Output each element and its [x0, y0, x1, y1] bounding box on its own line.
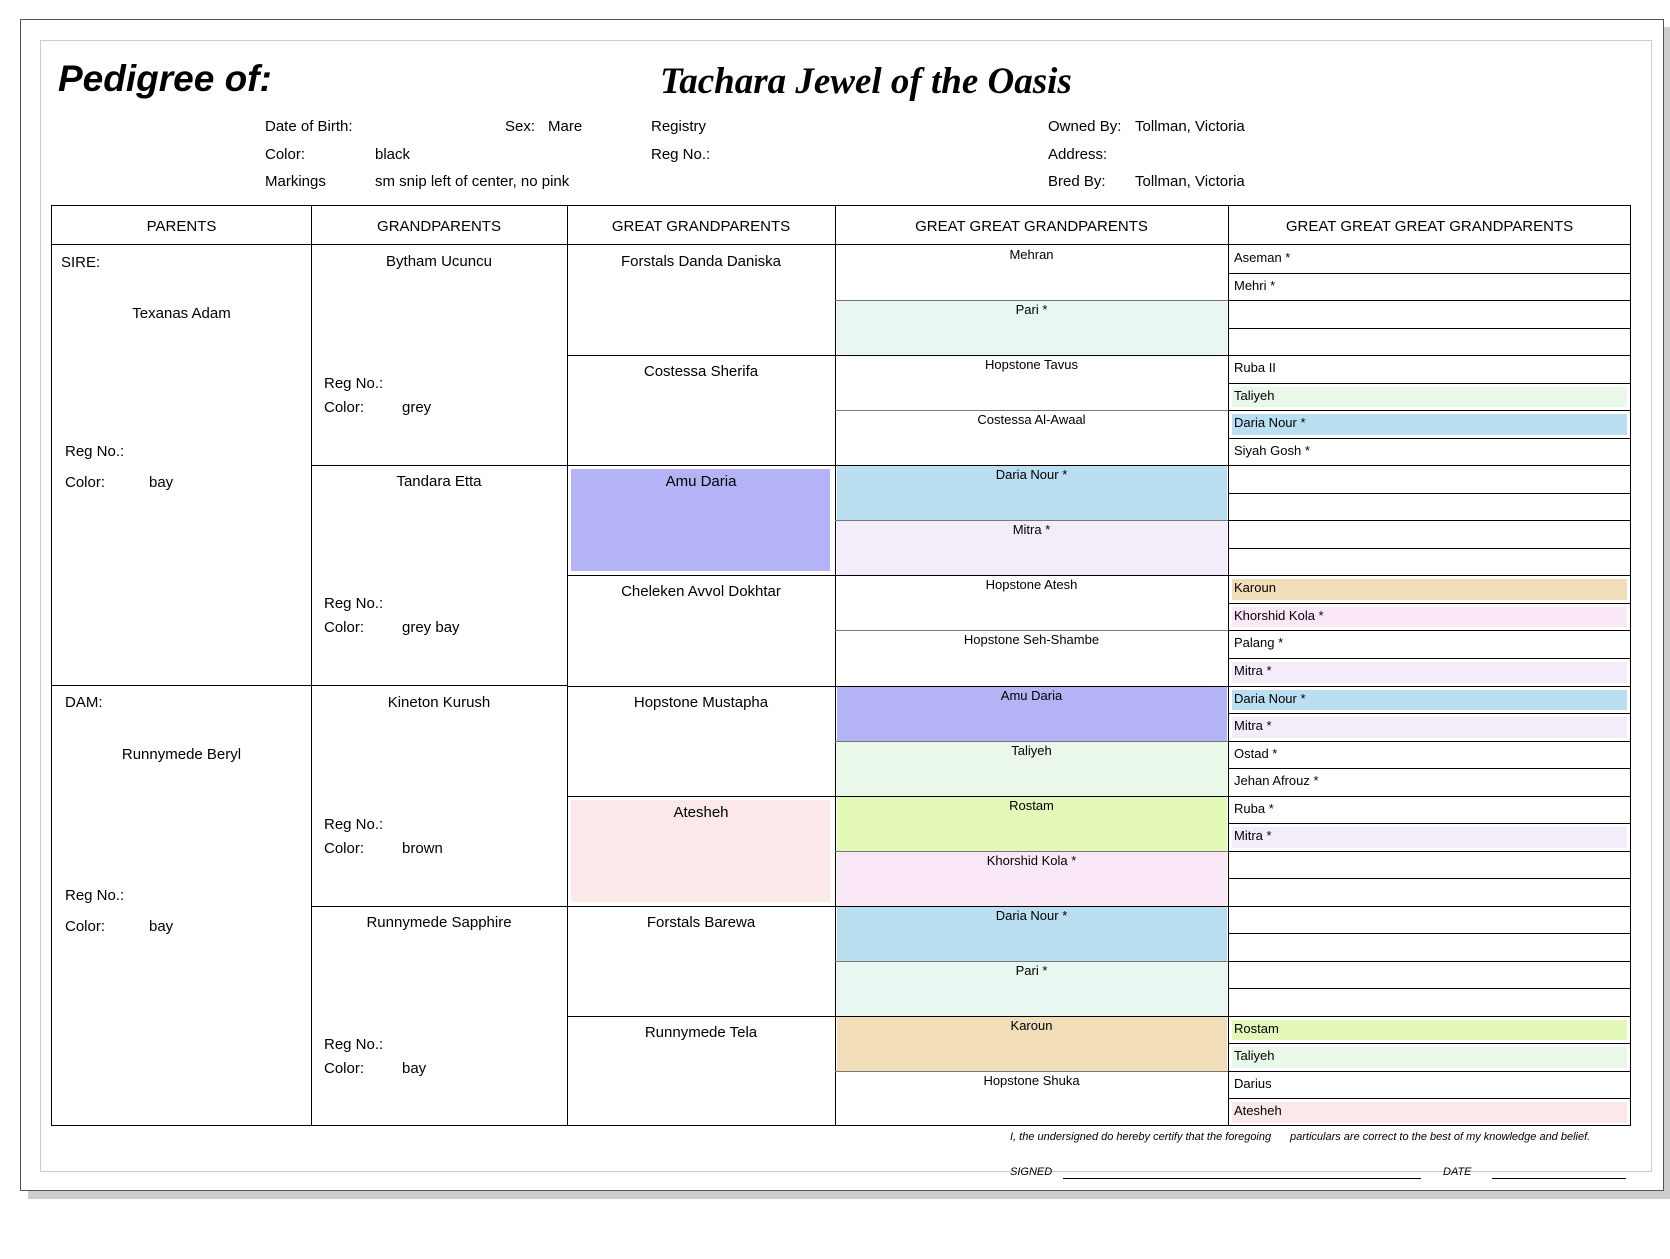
- grandparent-name: Runnymede Sapphire: [366, 913, 512, 931]
- grandparent-color-value: bay: [402, 1059, 427, 1077]
- gg-grandparent-name: Hopstone Atesh: [985, 577, 1078, 593]
- ggg-grandparent-name: Atesheh: [1234, 1103, 1282, 1119]
- row-divider: [835, 1071, 1228, 1072]
- row-divider: [1228, 520, 1631, 521]
- row-divider: [1228, 410, 1631, 411]
- row-divider: [311, 906, 567, 907]
- color-highlight: [1232, 1102, 1627, 1123]
- ggg-grandparent-name: Rostam: [1234, 1020, 1279, 1036]
- grandparent-name: Kineton Kurush: [387, 693, 491, 711]
- row-divider: [1228, 851, 1631, 852]
- grandparent-reg-label: Reg No.:: [324, 815, 384, 833]
- owned-by-value: Tollman, Victoria: [1135, 118, 1245, 135]
- column-header-ggg-grandparents: GREAT GREAT GREAT GRANDPARENTS: [1285, 218, 1574, 235]
- header-row-divider: [52, 244, 1630, 245]
- great-grandparent-name: Amu Daria: [665, 473, 737, 491]
- row-divider: [835, 741, 1228, 742]
- row-divider: [567, 1016, 835, 1017]
- row-divider: [1228, 438, 1631, 439]
- grandparent-reg-label: Reg No.:: [324, 1035, 384, 1053]
- ggg-grandparent-name: Daria Nour *: [1234, 415, 1306, 431]
- gg-grandparent-name: Pari *: [1015, 302, 1048, 318]
- row-divider: [1228, 575, 1631, 576]
- ggg-grandparent-name: Taliyeh: [1234, 1048, 1275, 1064]
- great-grandparent-name: Forstals Danda Daniska: [620, 253, 782, 270]
- markings-label: Markings: [265, 173, 326, 190]
- row-divider: [1228, 768, 1631, 769]
- row-divider: [1228, 713, 1631, 714]
- sire-color-label: Color:: [65, 474, 106, 491]
- gg-grandparent-name: Amu Daria: [1000, 687, 1063, 703]
- dam-reg-label: Reg No.:: [65, 887, 125, 904]
- dam-color-value: bay: [149, 918, 174, 935]
- date-label: DATE: [1443, 1166, 1472, 1178]
- markings-value: sm snip left of center, no pink: [375, 173, 570, 190]
- row-divider: [1228, 273, 1631, 274]
- row-divider: [835, 851, 1228, 852]
- row-divider: [835, 410, 1228, 411]
- color-highlight: [1232, 717, 1627, 738]
- row-divider: [1228, 878, 1631, 879]
- grandparent-color-value: grey: [402, 399, 432, 416]
- row-divider: [1228, 630, 1631, 631]
- column-header-parents: PARENTS: [146, 218, 217, 235]
- ggg-grandparent-name: Palang *: [1234, 635, 1284, 651]
- row-divider: [1228, 933, 1631, 934]
- column-divider: [835, 206, 836, 1125]
- grandparent-name: Bytham Ucuncu: [386, 253, 492, 270]
- column-header-great-grandparents: GREAT GRANDPARENTS: [611, 218, 791, 235]
- reg-no-label: Reg No.:: [651, 146, 711, 163]
- great-grandparent-name: Atesheh: [673, 803, 729, 821]
- grandparent-color-label: Color:: [324, 839, 365, 857]
- row-divider: [1228, 823, 1631, 824]
- row-divider: [1228, 1016, 1631, 1017]
- bred-by-label: Bred By:: [1048, 173, 1106, 190]
- color-highlight: [1232, 387, 1627, 408]
- dam-name: Runnymede Beryl: [121, 746, 242, 763]
- row-divider: [52, 685, 567, 686]
- sire-role-label: SIRE:: [61, 254, 101, 271]
- row-divider: [567, 465, 835, 466]
- row-divider: [1228, 383, 1631, 384]
- row-divider: [1228, 1043, 1631, 1044]
- row-divider: [1228, 1098, 1631, 1099]
- great-grandparent-name: Runnymede Tela: [644, 1023, 758, 1041]
- dob-label: Date of Birth:: [265, 118, 353, 135]
- sire-color-value: bay: [149, 474, 174, 491]
- ggg-grandparent-name: Ostad *: [1234, 745, 1278, 761]
- color-highlight: [1232, 1047, 1627, 1068]
- ggg-grandparent-name: Siyah Gosh *: [1234, 442, 1310, 458]
- color-highlight: [1232, 827, 1627, 848]
- dam-role-label: DAM:: [65, 694, 103, 711]
- row-divider: [1228, 300, 1631, 301]
- color-highlight: [1232, 579, 1627, 600]
- gg-grandparent-name: Karoun: [1010, 1017, 1053, 1033]
- horse-name: Tachara Jewel of the Oasis: [660, 61, 1072, 102]
- row-divider: [835, 355, 1228, 356]
- signed-label: SIGNED: [1010, 1166, 1053, 1178]
- owned-by-label: Owned By:: [1048, 118, 1122, 135]
- great-grandparent-name: Cheleken Avvol Dokhtar: [621, 583, 781, 601]
- gg-grandparent-name: Taliyeh: [1011, 742, 1052, 758]
- row-divider: [567, 575, 835, 576]
- color-highlight: [1232, 1020, 1627, 1041]
- gg-grandparent-name: Rostam: [1009, 797, 1054, 813]
- grandparent-color-label: Color:: [324, 399, 365, 416]
- gg-grandparent-name: Daria Nour *: [995, 907, 1068, 923]
- color-value: black: [375, 146, 411, 163]
- sire-name: Texanas Adam: [132, 305, 231, 322]
- sire-reg-label: Reg No.:: [65, 443, 125, 460]
- column-header-grandparents: GRANDPARENTS: [377, 218, 501, 235]
- sex-value: Mare: [548, 118, 583, 135]
- ggg-grandparent-name: Mitra *: [1234, 662, 1272, 678]
- registry-label: Registry: [651, 118, 707, 135]
- row-divider: [1228, 355, 1631, 356]
- grandparent-reg-label: Reg No.:: [324, 375, 384, 392]
- column-divider: [567, 206, 568, 1125]
- row-divider: [835, 961, 1228, 962]
- column-divider: [1228, 206, 1229, 1125]
- great-grandparent-name: Hopstone Mustapha: [633, 693, 769, 711]
- row-divider: [835, 575, 1228, 576]
- signature-line[interactable]: [1063, 1178, 1421, 1179]
- ggg-grandparent-name: Darius: [1234, 1075, 1272, 1091]
- gg-grandparent-name: Khorshid Kola *: [986, 852, 1077, 868]
- certify-text-1: I, the undersigned do hereby certify that the foregoing: [1010, 1131, 1272, 1143]
- great-grandparent-name: Forstals Barewa: [646, 913, 756, 931]
- row-divider: [835, 630, 1228, 631]
- grandparent-name: Tandara Etta: [396, 473, 482, 491]
- row-divider: [1228, 796, 1631, 797]
- row-divider: [1228, 603, 1631, 604]
- gg-grandparent-name: Mehran: [1009, 247, 1054, 262]
- row-divider: [1228, 961, 1631, 962]
- ggg-grandparent-name: Khorshid Kola *: [1234, 607, 1324, 623]
- pedigree-table: [51, 205, 1631, 1126]
- ggg-grandparent-name: Mitra *: [1234, 828, 1272, 844]
- bred-by-value: Tollman, Victoria: [1135, 173, 1245, 190]
- great-grandparent-name: Costessa Sherifa: [643, 363, 759, 381]
- row-divider: [567, 686, 835, 687]
- grandparent-color-label: Color:: [324, 1059, 365, 1077]
- row-divider: [835, 465, 1228, 466]
- gg-grandparent-name: Hopstone Tavus: [985, 357, 1078, 373]
- ggg-grandparent-name: Ruba II: [1234, 360, 1276, 376]
- ggg-grandparent-name: Jehan Afrouz *: [1234, 773, 1319, 789]
- ggg-grandparent-name: Taliyeh: [1234, 387, 1275, 403]
- grandparent-color-label: Color:: [324, 619, 365, 637]
- date-line[interactable]: [1492, 1178, 1626, 1179]
- pedigree-title-label: Pedigree of:: [58, 58, 272, 99]
- ggg-grandparent-name: Mehri *: [1234, 277, 1276, 293]
- ggg-grandparent-name: Mitra *: [1234, 718, 1272, 734]
- ggg-grandparent-name: Aseman *: [1234, 250, 1291, 265]
- row-divider: [1228, 658, 1631, 659]
- row-divider: [1228, 988, 1631, 989]
- dam-color-label: Color:: [65, 918, 106, 935]
- grandparent-color-value: brown: [402, 839, 443, 857]
- gg-grandparent-name: Hopstone Shuka: [983, 1072, 1080, 1088]
- ggg-grandparent-name: Karoun: [1234, 580, 1276, 596]
- gg-grandparent-name: Mitra *: [1012, 522, 1051, 538]
- row-divider: [835, 796, 1228, 797]
- certify-text-2: particulars are correct to the best of my knowledge and belief.: [1290, 1131, 1591, 1143]
- row-divider: [1228, 1071, 1631, 1072]
- row-divider: [835, 906, 1228, 907]
- sex-label: Sex:: [505, 118, 536, 135]
- row-divider: [835, 1016, 1228, 1017]
- column-header-gg-grandparents: GREAT GREAT GRANDPARENTS: [915, 218, 1148, 235]
- gg-grandparent-name: Daria Nour *: [995, 467, 1068, 483]
- row-divider: [1228, 906, 1631, 907]
- row-divider: [567, 355, 835, 356]
- ggg-grandparent-name: Daria Nour *: [1234, 690, 1306, 706]
- color-label: Color:: [265, 146, 306, 163]
- gg-grandparent-name: Hopstone Seh-Shambe: [963, 632, 1100, 648]
- row-divider: [1228, 741, 1631, 742]
- column-divider: [311, 206, 312, 1125]
- gg-grandparent-name: Costessa Al-Awaal: [977, 412, 1086, 428]
- row-divider: [835, 686, 1228, 687]
- grandparent-reg-label: Reg No.:: [324, 595, 384, 613]
- row-divider: [1228, 548, 1631, 549]
- row-divider: [1228, 493, 1631, 494]
- address-label: Address:: [1048, 146, 1108, 163]
- gg-grandparent-name: Pari *: [1015, 962, 1048, 978]
- row-divider: [1228, 328, 1631, 329]
- ggg-grandparent-name: Ruba *: [1234, 800, 1274, 816]
- color-highlight: [1232, 662, 1627, 683]
- row-divider: [311, 465, 567, 466]
- row-divider: [835, 300, 1228, 301]
- grandparent-color-value: grey bay: [402, 619, 460, 637]
- row-divider: [1228, 686, 1631, 687]
- row-divider: [835, 520, 1228, 521]
- row-divider: [567, 796, 835, 797]
- row-divider: [1228, 465, 1631, 466]
- row-divider: [567, 906, 835, 907]
